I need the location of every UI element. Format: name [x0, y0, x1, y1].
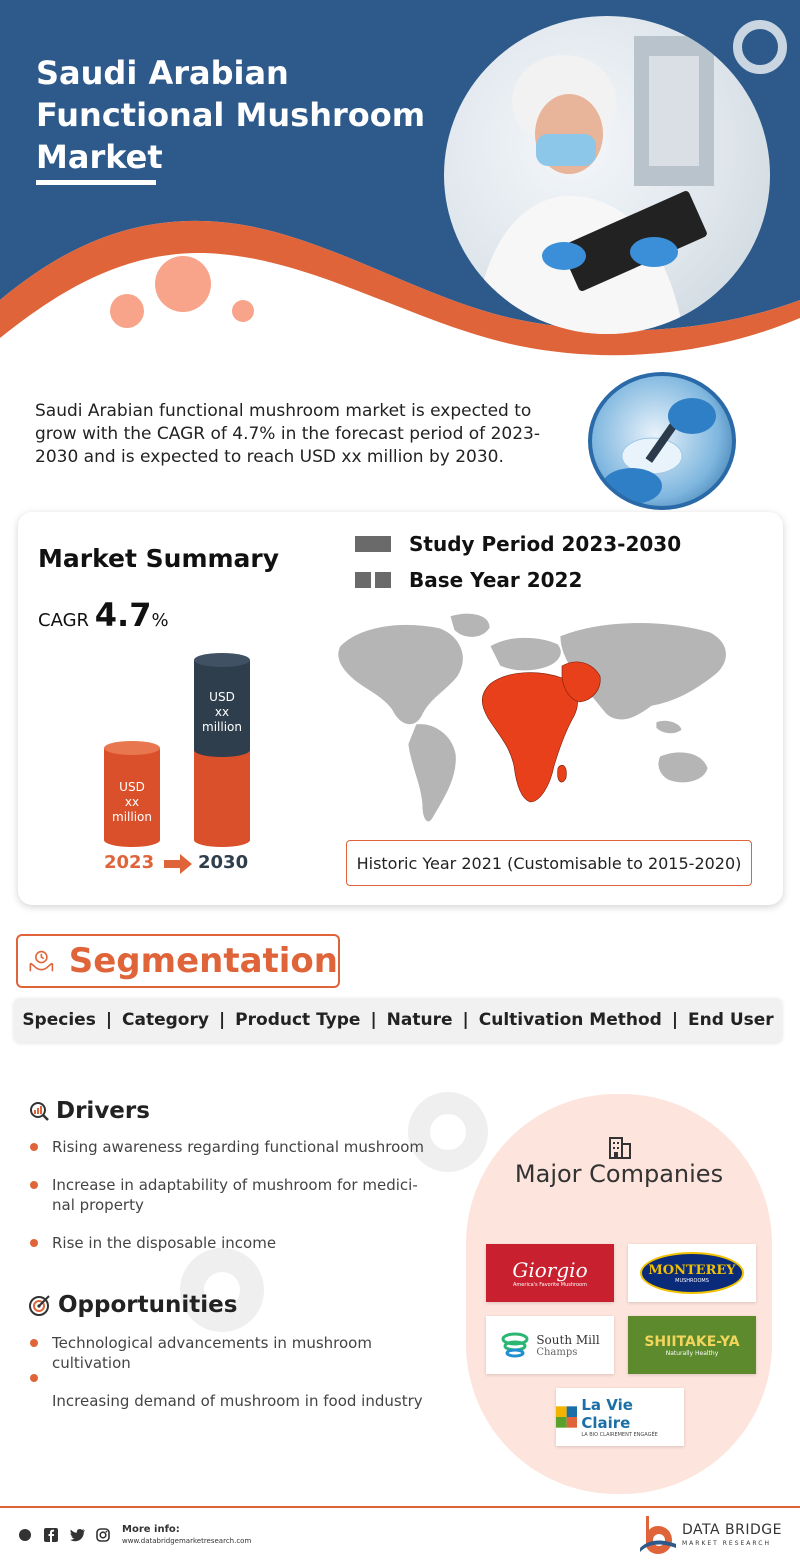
- hero-photo: [444, 16, 770, 334]
- logo-giorgio-sub: America's Favorite Mushroom: [513, 1282, 587, 1288]
- cagr-value: 4.7: [94, 596, 152, 634]
- map-madagascar: [558, 765, 567, 782]
- driver-text: Rising awareness regarding functional mushroom: [52, 1138, 425, 1156]
- drivers-icon: [28, 1100, 50, 1122]
- segmentation-icon: [28, 944, 55, 978]
- map-north-america: [338, 625, 463, 725]
- logo-south-mill-name: South Mill: [536, 1332, 600, 1347]
- opportunities-header: [28, 1292, 237, 1318]
- building-icon: [608, 1134, 632, 1160]
- la-vie-claire-emblem: [556, 1406, 577, 1428]
- title-line-2: Functional Mushroom: [36, 96, 426, 134]
- title-line-3: Market: [36, 138, 163, 176]
- decorative-ring: [733, 20, 787, 74]
- segment-separator: |: [370, 1010, 377, 1030]
- map-africa: [482, 673, 577, 802]
- base-year-legend: [355, 568, 582, 592]
- footer-divider: [0, 1506, 800, 1508]
- segment-separator: |: [218, 1010, 226, 1030]
- driver-text: Increase in adaptability of mushroom for medici-nal property: [52, 1176, 418, 1214]
- logo-giorgio-name: Giorgio: [512, 1258, 588, 1282]
- year-2030: 2030: [198, 852, 249, 873]
- segmentation-header: [16, 934, 340, 988]
- logo-monterey-sub: MUSHROOMS: [675, 1277, 709, 1284]
- world-map: [330, 606, 750, 840]
- arrow-right-icon: [164, 852, 192, 876]
- opportunity-text-standalone: Increasing demand of mushroom in food industry: [52, 1392, 423, 1410]
- segment-separator: |: [105, 1010, 113, 1030]
- opportunities-icon: [28, 1293, 52, 1317]
- driver-text: Rise in the disposable income: [52, 1234, 277, 1252]
- facebook-icon[interactable]: [44, 1528, 58, 1542]
- study-period-swatch: [355, 536, 391, 552]
- instagram-icon[interactable]: [96, 1528, 110, 1542]
- base-year-swatch: [355, 572, 391, 588]
- segment-nature: Nature: [386, 1010, 453, 1030]
- title-line-1: Saudi Arabian: [36, 54, 289, 92]
- cylinder-2023-bottom: [104, 833, 160, 847]
- logo-shiitake-ya: [628, 1316, 756, 1374]
- logo-giorgio: [486, 1244, 614, 1302]
- opportunity-item: [30, 1333, 440, 1373]
- companies-title: Major Companies: [514, 1160, 724, 1188]
- bar-2030-line2: xx: [214, 705, 230, 719]
- decorative-ring: [180, 1248, 264, 1332]
- logo-monterey: [628, 1244, 756, 1302]
- map-australia: [658, 752, 708, 783]
- map-indonesia: [656, 720, 682, 733]
- logo-south-mill-sub: Champs: [536, 1346, 578, 1358]
- historic-year-box: Historic Year 2021 (Customisable to 2015-2020): [346, 840, 752, 886]
- page-title: [36, 52, 456, 178]
- data-bridge-logo: [640, 1514, 678, 1556]
- map-europe: [490, 638, 561, 671]
- website-link[interactable]: www.databridgemarketresearch.com: [122, 1537, 252, 1545]
- bar-2023-line1: USD: [119, 780, 145, 794]
- segment-separator: |: [462, 1010, 469, 1030]
- market-summary-title: Market Summary: [38, 544, 280, 573]
- study-period-legend: [355, 532, 681, 556]
- driver-item: [30, 1137, 440, 1157]
- driver-item: [30, 1175, 440, 1215]
- logo-south-mill: [486, 1316, 614, 1374]
- decorative-dot-large: [155, 256, 211, 312]
- opportunities-title: Opportunities: [58, 1292, 238, 1318]
- decorative-dot-medium: [110, 294, 144, 328]
- bar-2030-label: [194, 690, 250, 735]
- brand-name: DATA BRIDGE: [682, 1522, 782, 1538]
- cylinder-2030-bottom: [194, 833, 250, 847]
- bar-2023-line3: million: [112, 810, 152, 824]
- segment-species: Species: [22, 1010, 96, 1030]
- segment-end-user: End User: [688, 1010, 774, 1030]
- bar-2030-line3: million: [202, 720, 242, 734]
- bar-2030-line1: USD: [209, 690, 235, 704]
- segmentation-bar: [14, 998, 782, 1042]
- more-info-label: More info:: [122, 1524, 180, 1535]
- cylinder-2030-lower: [194, 750, 250, 840]
- base-year-text: Base Year 2022: [409, 568, 583, 592]
- cagr-unit: %: [151, 610, 169, 631]
- brand-subtitle: MARKET RESEARCH: [682, 1540, 771, 1547]
- south-mill-emblem: [500, 1330, 530, 1360]
- segment-product-type: Product Type: [235, 1010, 361, 1030]
- drivers-header: [28, 1098, 150, 1124]
- year-2023: 2023: [104, 852, 155, 873]
- logo-shiitake-ya-sub: Naturally Healthy: [665, 1349, 719, 1357]
- opportunity-item: [30, 1372, 440, 1384]
- title-underline: [36, 180, 156, 185]
- cylinder-2030-joint: [194, 743, 250, 757]
- cylinder-2023-top: [104, 741, 160, 755]
- cylinder-2030-top: [194, 653, 250, 667]
- segment-separator: |: [671, 1010, 679, 1030]
- segment-category: Category: [122, 1010, 209, 1030]
- cagr-label: CAGR: [38, 610, 90, 631]
- logo-la-vie-claire: [556, 1388, 684, 1446]
- lab-photo: [588, 372, 736, 510]
- logo-la-vie-claire-sub: LA BIO CLAIREMENT ENGAGÉE: [581, 1432, 658, 1438]
- segment-cultivation-method: Cultivation Method: [478, 1010, 662, 1030]
- decorative-dot-small: [232, 300, 254, 322]
- lab-illustration: [592, 376, 732, 506]
- map-south-america: [408, 724, 456, 822]
- logo-monterey-name: MONTEREY: [648, 1262, 736, 1278]
- scientist-illustration: [444, 16, 770, 334]
- segmentation-title: Segmentation: [68, 941, 338, 981]
- study-period-text: Study Period 2023-2030: [409, 532, 682, 556]
- bar-2023-label: [104, 780, 160, 825]
- cagr-readout: [38, 596, 169, 634]
- driver-item: [30, 1233, 440, 1253]
- drivers-title: Drivers: [56, 1098, 150, 1124]
- twitter-icon[interactable]: [70, 1528, 86, 1542]
- bar-2023-line2: xx: [124, 795, 140, 809]
- opportunity-text: Technological advancements in mushroom cultivation: [52, 1334, 372, 1372]
- whatsapp-icon[interactable]: [18, 1528, 32, 1542]
- logo-la-vie-claire-name: La Vie Claire: [581, 1396, 633, 1432]
- hero-banner: [0, 0, 800, 370]
- logo-shiitake-ya-name: SHIITAKE-YA: [644, 1333, 740, 1350]
- map-greenland: [450, 613, 490, 637]
- intro-text: Saudi Arabian functional mushroom market is expected to grow with the CAGR of 4.7% in the forecast period of 2023-2030 and is expected to reach USD xx million by 2030.: [35, 401, 540, 467]
